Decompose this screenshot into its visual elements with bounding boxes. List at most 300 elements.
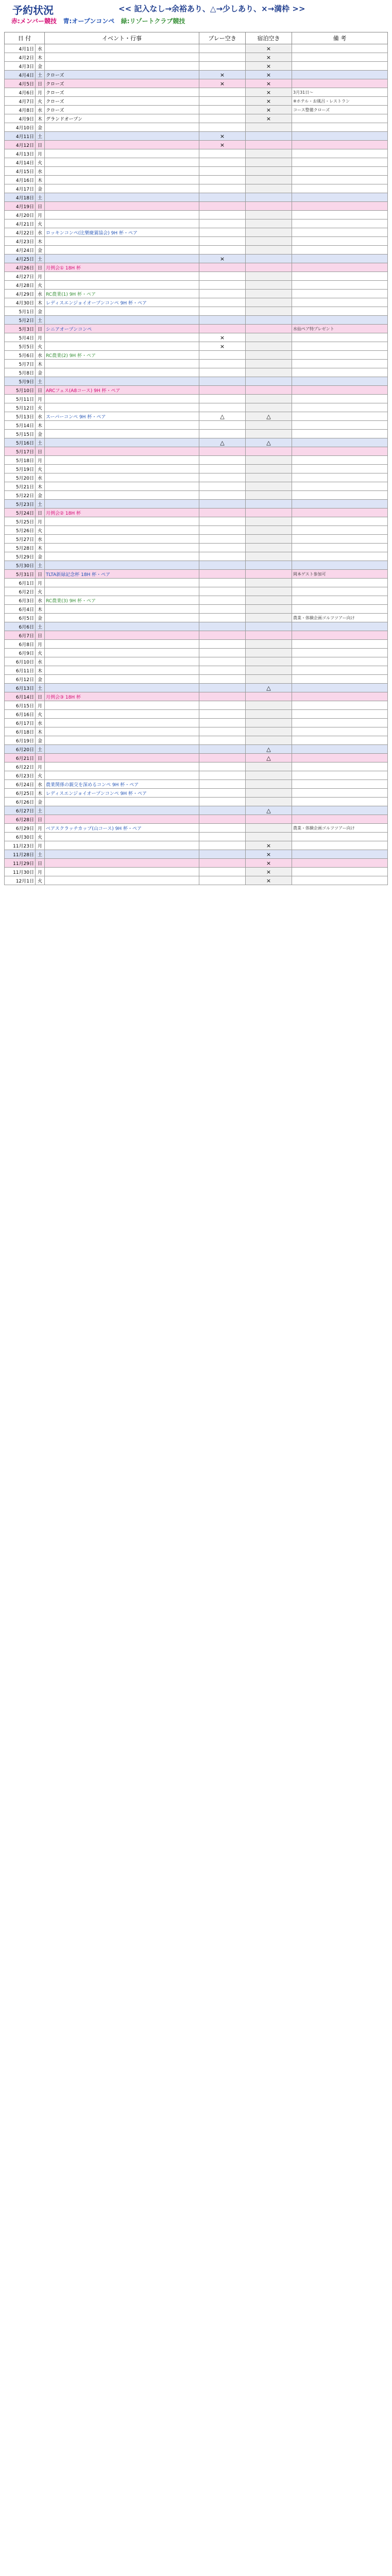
- date-cell: 6月30日: [5, 833, 36, 841]
- weekday-cell: 日: [36, 79, 45, 88]
- table-row: [5, 666, 388, 675]
- event-cell: [45, 342, 199, 351]
- event-cell: [45, 193, 199, 202]
- table-row: [5, 123, 388, 132]
- note-cell: [292, 193, 388, 202]
- play-availability-cell: [199, 290, 246, 298]
- note-cell: [292, 719, 388, 727]
- play-availability-cell: [199, 850, 246, 859]
- weekday-cell: 月: [36, 149, 45, 158]
- play-availability-cell: △: [199, 412, 246, 421]
- date-cell: 5月1日: [5, 307, 36, 316]
- stay-availability-cell: ×: [246, 79, 292, 88]
- note-cell: [292, 368, 388, 377]
- weekday-cell: 日: [36, 692, 45, 701]
- event-cell: グランドオープン: [45, 114, 199, 123]
- date-cell: 6月5日: [5, 614, 36, 622]
- play-availability-cell: [199, 465, 246, 473]
- table-row: [5, 465, 388, 473]
- play-availability-cell: [199, 395, 246, 403]
- weekday-cell: 金: [36, 798, 45, 806]
- table-row: [5, 859, 388, 868]
- event-cell: [45, 815, 199, 824]
- stay-availability-cell: [246, 798, 292, 806]
- note-cell: [292, 561, 388, 570]
- table-row: [5, 193, 388, 202]
- stay-availability-cell: [246, 736, 292, 745]
- play-availability-cell: [199, 535, 246, 544]
- event-cell: ロッキンコンペ(比樂慶翼協会) 9H 杯・ペア: [45, 228, 199, 237]
- stay-availability-cell: △: [246, 438, 292, 447]
- date-cell: 4月24日: [5, 246, 36, 255]
- note-cell: [292, 798, 388, 806]
- play-availability-cell: [199, 701, 246, 710]
- date-cell: 6月23日: [5, 771, 36, 780]
- play-availability-cell: [199, 263, 246, 272]
- date-cell: 5月27日: [5, 535, 36, 544]
- weekday-cell: 水: [36, 412, 45, 421]
- table-row: [5, 360, 388, 368]
- note-cell: [292, 114, 388, 123]
- date-cell: 6月20日: [5, 745, 36, 754]
- note-cell: [292, 351, 388, 360]
- weekday-cell: 火: [36, 649, 45, 657]
- weekday-cell: 金: [36, 736, 45, 745]
- play-availability-cell: [199, 298, 246, 307]
- note-cell: [292, 675, 388, 684]
- stay-availability-cell: [246, 491, 292, 500]
- date-cell: 4月14日: [5, 158, 36, 167]
- weekday-cell: 金: [36, 491, 45, 500]
- note-cell: [292, 438, 388, 447]
- table-row: [5, 141, 388, 149]
- note-cell: [292, 500, 388, 509]
- table-row: [5, 579, 388, 587]
- play-availability-cell: [199, 377, 246, 386]
- event-cell: [45, 456, 199, 465]
- date-cell: 5月12日: [5, 403, 36, 412]
- stay-availability-cell: [246, 824, 292, 833]
- play-availability-cell: [199, 106, 246, 114]
- table-row: [5, 482, 388, 491]
- weekday-cell: 水: [36, 596, 45, 605]
- stay-availability-cell: ×: [246, 44, 292, 53]
- play-availability-cell: [199, 219, 246, 228]
- stay-availability-cell: △: [246, 684, 292, 692]
- date-cell: 5月17日: [5, 447, 36, 456]
- weekday-cell: 月: [36, 824, 45, 833]
- weekday-cell: 火: [36, 342, 45, 351]
- stay-availability-cell: [246, 360, 292, 368]
- play-availability-cell: [199, 491, 246, 500]
- weekday-cell: 月: [36, 841, 45, 850]
- play-availability-cell: [199, 482, 246, 491]
- event-cell: [45, 447, 199, 456]
- date-cell: 4月12日: [5, 141, 36, 149]
- play-availability-cell: [199, 868, 246, 876]
- weekday-cell: 日: [36, 631, 45, 640]
- date-cell: 5月18日: [5, 456, 36, 465]
- note-cell: [292, 806, 388, 815]
- event-cell: [45, 806, 199, 815]
- weekday-cell: 日: [36, 202, 45, 211]
- weekday-cell: 日: [36, 325, 45, 333]
- note-cell: [292, 544, 388, 552]
- play-availability-cell: [199, 544, 246, 552]
- table-row: [5, 473, 388, 482]
- weekday-cell: 水: [36, 719, 45, 727]
- note-cell: [292, 736, 388, 745]
- play-availability-cell: [199, 587, 246, 596]
- weekday-cell: 木: [36, 789, 45, 798]
- note-cell: [292, 762, 388, 771]
- note-cell: [292, 360, 388, 368]
- event-cell: [45, 246, 199, 255]
- weekday-cell: 日: [36, 141, 45, 149]
- table-row: [5, 333, 388, 342]
- table-row: [5, 675, 388, 684]
- table-body: [5, 44, 388, 885]
- date-cell: 4月19日: [5, 202, 36, 211]
- note-cell: 岡本ゲスト参加可: [292, 570, 388, 579]
- date-cell: 4月29日: [5, 290, 36, 298]
- stay-availability-cell: ×: [246, 868, 292, 876]
- event-cell: [45, 211, 199, 219]
- event-cell: [45, 666, 199, 675]
- stay-availability-cell: [246, 325, 292, 333]
- play-availability-cell: [199, 316, 246, 325]
- weekday-cell: 月: [36, 762, 45, 771]
- date-cell: 5月3日: [5, 325, 36, 333]
- date-cell: 4月10日: [5, 123, 36, 132]
- date-cell: 6月3日: [5, 596, 36, 605]
- table-row: [5, 79, 388, 88]
- event-cell: [45, 561, 199, 570]
- weekday-cell: 水: [36, 473, 45, 482]
- note-cell: [292, 298, 388, 307]
- date-cell: 5月15日: [5, 430, 36, 438]
- weekday-cell: 火: [36, 219, 45, 228]
- table-row: [5, 762, 388, 771]
- event-cell: 月例会① 18H 杯: [45, 263, 199, 272]
- date-cell: 5月11日: [5, 395, 36, 403]
- play-availability-cell: [199, 859, 246, 868]
- date-cell: 4月3日: [5, 62, 36, 71]
- play-availability-cell: [199, 754, 246, 762]
- play-availability-cell: [199, 176, 246, 184]
- weekday-cell: 日: [36, 386, 45, 395]
- date-cell: 4月22日: [5, 228, 36, 237]
- event-cell: [45, 149, 199, 158]
- stay-availability-cell: [246, 710, 292, 719]
- stay-availability-cell: [246, 570, 292, 579]
- play-availability-cell: [199, 211, 246, 219]
- note-cell: [292, 701, 388, 710]
- stay-availability-cell: [246, 719, 292, 727]
- col-stay: 宿泊空き: [246, 32, 292, 44]
- stay-availability-cell: ×: [246, 53, 292, 62]
- date-cell: 11月23日: [5, 841, 36, 850]
- table-header-row: [5, 32, 388, 44]
- stay-availability-cell: [246, 692, 292, 701]
- weekday-cell: 火: [36, 158, 45, 167]
- event-cell: [45, 430, 199, 438]
- event-cell: クローズ: [45, 88, 199, 97]
- weekday-cell: 木: [36, 114, 45, 123]
- event-cell: [45, 833, 199, 841]
- weekday-cell: 木: [36, 605, 45, 614]
- event-cell: [45, 44, 199, 53]
- stay-availability-cell: ×: [246, 876, 292, 885]
- play-availability-cell: [199, 798, 246, 806]
- weekday-cell: 火: [36, 465, 45, 473]
- stay-availability-cell: [246, 377, 292, 386]
- event-cell: [45, 798, 199, 806]
- stay-availability-cell: [246, 622, 292, 631]
- date-cell: 5月25日: [5, 517, 36, 526]
- weekday-cell: 木: [36, 237, 45, 246]
- date-cell: 6月19日: [5, 736, 36, 745]
- stay-availability-cell: [246, 211, 292, 219]
- event-cell: [45, 421, 199, 430]
- weekday-cell: 日: [36, 815, 45, 824]
- weekday-cell: 水: [36, 351, 45, 360]
- date-cell: 4月1日: [5, 44, 36, 53]
- table-row: [5, 430, 388, 438]
- play-availability-cell: [199, 368, 246, 377]
- stay-availability-cell: [246, 263, 292, 272]
- date-cell: 4月26日: [5, 263, 36, 272]
- event-cell: [45, 202, 199, 211]
- play-availability-cell: △: [199, 438, 246, 447]
- table-row: [5, 649, 388, 657]
- color-key: [11, 16, 185, 25]
- table-row: [5, 149, 388, 158]
- stay-availability-cell: [246, 193, 292, 202]
- event-cell: [45, 307, 199, 316]
- event-cell: [45, 859, 199, 868]
- event-cell: [45, 482, 199, 491]
- note-cell: [292, 509, 388, 517]
- date-cell: 6月11日: [5, 666, 36, 675]
- table-row: [5, 62, 388, 71]
- stay-availability-cell: [246, 701, 292, 710]
- play-availability-cell: [199, 456, 246, 465]
- weekday-cell: 月: [36, 579, 45, 587]
- table-row: [5, 403, 388, 412]
- stay-availability-cell: [246, 727, 292, 736]
- weekday-cell: 土: [36, 132, 45, 141]
- date-cell: 6月24日: [5, 780, 36, 789]
- note-cell: [292, 342, 388, 351]
- stay-availability-cell: [246, 596, 292, 605]
- weekday-cell: 火: [36, 876, 45, 885]
- date-cell: 6月7日: [5, 631, 36, 640]
- play-availability-cell: [199, 360, 246, 368]
- event-cell: [45, 631, 199, 640]
- table-row: [5, 263, 388, 272]
- weekday-cell: 日: [36, 447, 45, 456]
- play-availability-cell: [199, 403, 246, 412]
- weekday-cell: 日: [36, 754, 45, 762]
- table-row: [5, 290, 388, 298]
- weekday-cell: 水: [36, 167, 45, 176]
- event-cell: ベアスクラッチカップ(山コース) 9H 杯・ペア: [45, 824, 199, 833]
- event-cell: [45, 771, 199, 780]
- play-availability-cell: [199, 149, 246, 158]
- table-row: [5, 377, 388, 386]
- note-cell: [292, 587, 388, 596]
- table-row: [5, 255, 388, 263]
- date-cell: 4月7日: [5, 97, 36, 106]
- date-cell: 5月16日: [5, 438, 36, 447]
- table-row: [5, 500, 388, 509]
- note-cell: [292, 386, 388, 395]
- stay-availability-cell: ×: [246, 106, 292, 114]
- stay-availability-cell: [246, 368, 292, 377]
- date-cell: 6月29日: [5, 824, 36, 833]
- play-availability-cell: [199, 762, 246, 771]
- weekday-cell: 月: [36, 701, 45, 710]
- note-cell: [292, 754, 388, 762]
- event-cell: [45, 176, 199, 184]
- play-availability-cell: [199, 736, 246, 745]
- weekday-cell: 月: [36, 640, 45, 649]
- stay-availability-cell: [246, 141, 292, 149]
- event-cell: シニアオープンコンペ: [45, 325, 199, 333]
- note-cell: [292, 596, 388, 605]
- stay-availability-cell: [246, 815, 292, 824]
- weekday-cell: 金: [36, 123, 45, 132]
- play-availability-cell: [199, 202, 246, 211]
- play-availability-cell: [199, 430, 246, 438]
- note-cell: [292, 579, 388, 587]
- event-cell: [45, 736, 199, 745]
- table-row: [5, 798, 388, 806]
- stay-availability-cell: [246, 649, 292, 657]
- event-cell: TLTA新緑記念杯 18H 杯・ペア: [45, 570, 199, 579]
- play-availability-cell: [199, 596, 246, 605]
- note-cell: [292, 482, 388, 491]
- note-cell: [292, 692, 388, 701]
- weekday-cell: 土: [36, 561, 45, 570]
- date-cell: 4月4日: [5, 71, 36, 79]
- date-cell: 5月24日: [5, 509, 36, 517]
- note-cell: [292, 421, 388, 430]
- weekday-cell: 金: [36, 614, 45, 622]
- play-availability-cell: [199, 114, 246, 123]
- note-cell: [292, 44, 388, 53]
- event-cell: レディスエンジョイオープンコンペ 9H 杯・ペア: [45, 298, 199, 307]
- weekday-cell: 金: [36, 246, 45, 255]
- event-cell: [45, 517, 199, 526]
- table-row: [5, 684, 388, 692]
- date-cell: 4月16日: [5, 176, 36, 184]
- date-cell: 4月6日: [5, 88, 36, 97]
- weekday-cell: 月: [36, 456, 45, 465]
- event-cell: [45, 491, 199, 500]
- play-availability-cell: [199, 561, 246, 570]
- note-cell: [292, 246, 388, 255]
- weekday-cell: 金: [36, 307, 45, 316]
- note-cell: [292, 290, 388, 298]
- table-row: [5, 806, 388, 815]
- table-row: [5, 868, 388, 876]
- event-cell: [45, 649, 199, 657]
- date-cell: 5月7日: [5, 360, 36, 368]
- date-cell: 5月10日: [5, 386, 36, 395]
- table-row: [5, 202, 388, 211]
- stay-availability-cell: [246, 237, 292, 246]
- note-cell: 3月31日〜: [292, 88, 388, 97]
- note-cell: [292, 263, 388, 272]
- date-cell: 4月15日: [5, 167, 36, 176]
- note-cell: [292, 219, 388, 228]
- table-row: [5, 211, 388, 219]
- col-note: 備 考: [292, 32, 388, 44]
- stay-availability-cell: [246, 666, 292, 675]
- play-availability-cell: ×: [199, 132, 246, 141]
- event-cell: [45, 219, 199, 228]
- note-cell: [292, 202, 388, 211]
- note-cell: [292, 255, 388, 263]
- stay-availability-cell: [246, 473, 292, 482]
- play-availability-cell: [199, 44, 246, 53]
- stay-availability-cell: [246, 771, 292, 780]
- event-cell: [45, 552, 199, 561]
- table-row: [5, 780, 388, 789]
- play-availability-cell: [199, 815, 246, 824]
- play-availability-cell: [199, 614, 246, 622]
- event-cell: [45, 614, 199, 622]
- play-availability-cell: [199, 666, 246, 675]
- stay-availability-cell: [246, 675, 292, 684]
- event-cell: RC農業(2) 9H 杯・ペア: [45, 351, 199, 360]
- note-cell: [292, 228, 388, 237]
- stay-availability-cell: [246, 333, 292, 342]
- date-cell: 5月6日: [5, 351, 36, 360]
- weekday-cell: 金: [36, 184, 45, 193]
- weekday-cell: 月: [36, 88, 45, 97]
- weekday-cell: 水: [36, 44, 45, 53]
- stay-availability-cell: ×: [246, 97, 292, 106]
- date-cell: 4月11日: [5, 132, 36, 141]
- play-availability-cell: [199, 806, 246, 815]
- event-cell: [45, 868, 199, 876]
- note-cell: [292, 771, 388, 780]
- event-cell: [45, 605, 199, 614]
- event-cell: [45, 123, 199, 132]
- event-cell: [45, 754, 199, 762]
- event-cell: [45, 710, 199, 719]
- date-cell: 4月23日: [5, 237, 36, 246]
- date-cell: 12月1日: [5, 876, 36, 885]
- stay-availability-cell: [246, 158, 292, 167]
- note-cell: [292, 412, 388, 421]
- note-cell: [292, 333, 388, 342]
- date-cell: 11月29日: [5, 859, 36, 868]
- date-cell: 4月8日: [5, 106, 36, 114]
- weekday-cell: 水: [36, 535, 45, 544]
- table-row: [5, 237, 388, 246]
- note-cell: [292, 517, 388, 526]
- date-cell: 4月25日: [5, 255, 36, 263]
- table-row: [5, 824, 388, 833]
- table-row: [5, 88, 388, 97]
- play-availability-cell: [199, 473, 246, 482]
- stay-availability-cell: [246, 386, 292, 395]
- stay-availability-cell: [246, 517, 292, 526]
